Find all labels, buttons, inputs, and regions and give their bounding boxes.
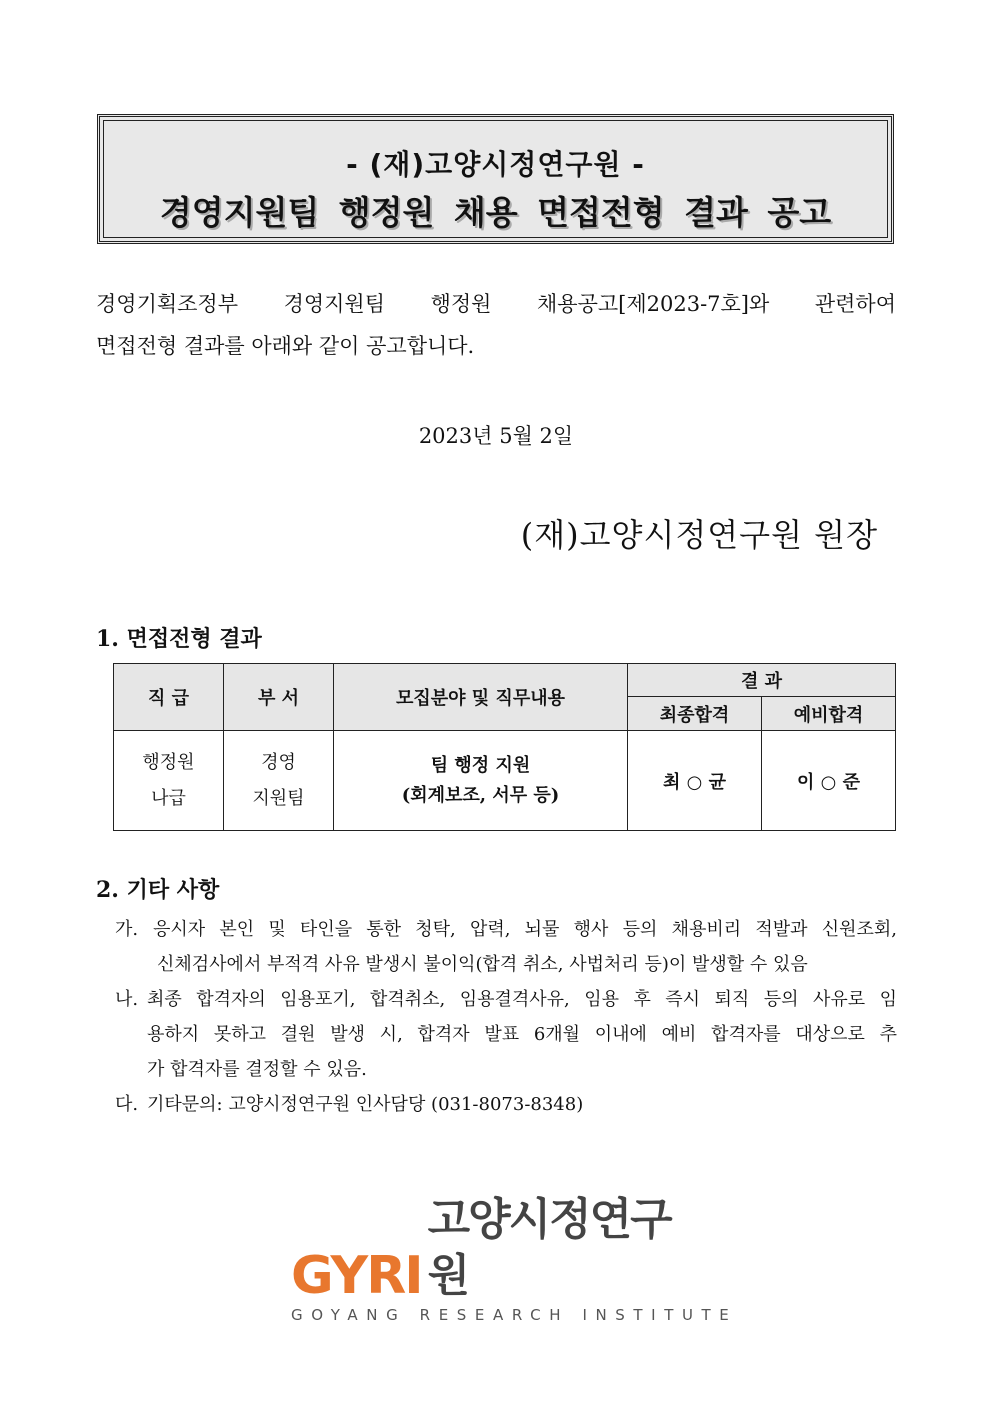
header-dept: 부 서 bbox=[224, 664, 334, 731]
note-item bbox=[115, 1087, 897, 1122]
cell-dept bbox=[224, 731, 334, 831]
note-item bbox=[115, 982, 897, 1087]
section-1-title: 1. 면접전형 결과 bbox=[96, 626, 262, 652]
cell-rank-line-1: 행정원 bbox=[142, 751, 195, 773]
note-line: 용하지 못하고 결원 발생 시, 합격자 발표 6개월 이내에 예비 합격자를 대상으로 추 bbox=[147, 1024, 897, 1045]
cell-rank bbox=[114, 731, 224, 831]
note-mark: 가. bbox=[115, 919, 139, 940]
note-body bbox=[147, 982, 897, 1087]
notice-title: 경영지원팀 행정원 채용 면접전형 결과 공고 bbox=[159, 193, 832, 232]
signer: (재)고양시정연구원 원장 bbox=[520, 516, 878, 554]
title-box bbox=[97, 114, 894, 244]
note-body bbox=[147, 1087, 897, 1122]
cell-field bbox=[334, 731, 628, 831]
header-field: 모집분야 및 직무내용 bbox=[334, 664, 628, 731]
note-line: 기타문의: 고양시정연구원 인사담당 (031-8073-8348) bbox=[147, 1094, 584, 1115]
note-line: 가 합격자를 결정할 수 있음. bbox=[147, 1059, 367, 1080]
results-table bbox=[113, 663, 896, 831]
org-heading: - (재)고양시정연구원 - bbox=[346, 148, 645, 181]
header-rank: 직 급 bbox=[114, 664, 224, 731]
logo-wordmark bbox=[291, 1192, 707, 1304]
header-final: 최종합격 bbox=[628, 697, 762, 731]
logo-korean: 고양시정연구원 bbox=[427, 1194, 671, 1301]
intro-paragraph bbox=[96, 283, 896, 367]
cell-final: 최 ○ 균 bbox=[628, 731, 762, 831]
section-2-title: 2. 기타 사항 bbox=[96, 877, 220, 903]
note-line: 최종 합격자의 임용포기, 합격취소, 임용결격사유, 임용 후 즉시 퇴직 등의 사유로 임 bbox=[147, 989, 897, 1010]
intro-line-2: 면접전형 결과를 아래와 같이 공고합니다. bbox=[96, 334, 475, 358]
logo-english: GYRI bbox=[291, 1246, 422, 1306]
note-body bbox=[147, 912, 897, 982]
cell-field-line-2: (회계보조, 서무 등) bbox=[401, 784, 560, 806]
cell-rank-line-2: 나급 bbox=[151, 787, 186, 809]
note-line: 응시자 본인 및 타인을 통한 청탁, 압력, 뇌물 행사 등의 채용비리 적발과 신원조회, bbox=[153, 919, 897, 940]
header-result: 결 과 bbox=[628, 664, 896, 697]
notice-date: 2023년 5월 2일 bbox=[418, 424, 574, 448]
logo-subtitle: GOYANG RESEARCH INSTITUTE bbox=[291, 1306, 738, 1324]
gyri-logo bbox=[291, 1192, 738, 1324]
cell-dept-line-1: 경영 bbox=[261, 751, 296, 773]
cell-dept-line-2: 지원팀 bbox=[252, 787, 305, 809]
cell-field-line-1: 팀 행정 지원 bbox=[430, 754, 531, 776]
note-mark: 다. bbox=[115, 1094, 139, 1115]
note-mark: 나. bbox=[115, 989, 139, 1010]
note-line: 신체검사에서 부적격 사유 발생시 불이익(합격 취소, 사법처리 등)이 발생할 수 있음 bbox=[157, 954, 808, 975]
header-reserve: 예비합격 bbox=[762, 697, 896, 731]
intro-line-1: 경영기획조정부 경영지원팀 행정원 채용공고[제2023-7호]와 관련하여 bbox=[96, 292, 896, 316]
cell-reserve: 이 ○ 준 bbox=[762, 731, 896, 831]
notes-list bbox=[115, 912, 897, 1122]
note-item bbox=[115, 912, 897, 982]
